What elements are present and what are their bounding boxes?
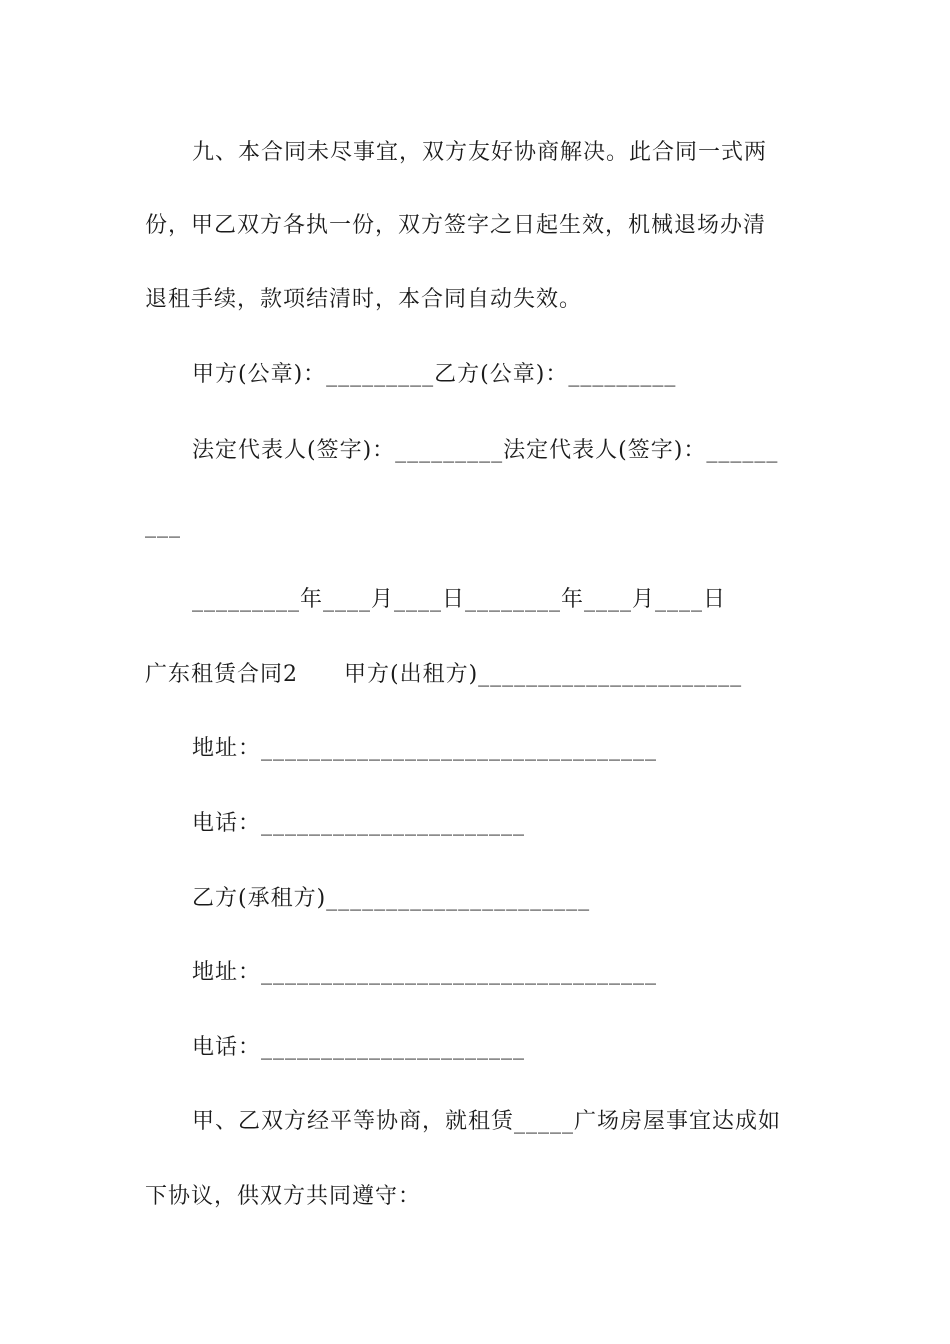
date-line: _________年____月____日________年____月____日 (192, 587, 727, 612)
agreement-intro-line-2: 下协议，供双方共同遵守： (145, 1184, 422, 1209)
party-a-address: 地址：_________________________________ (192, 736, 658, 761)
legal-rep-signature-continuation: ___ (145, 513, 181, 538)
party-b-address: 地址：_________________________________ (192, 960, 658, 985)
seal-line: 甲方(公章)：_________乙方(公章)：_________ (192, 362, 677, 387)
clause-nine-line-3: 退租手续，款项结清时，本合同自动失效。 (145, 287, 583, 312)
legal-rep-signature-line: 法定代表人(签字)：_________法定代表人(签字)：______ (192, 438, 779, 463)
agreement-intro-line-1: 甲、乙双方经平等协商，就租赁_____广场房屋事宜达成如 (192, 1109, 782, 1134)
party-b-tenant: 乙方(承租方)______________________ (192, 886, 591, 911)
party-b-phone: 电话：______________________ (192, 1035, 526, 1060)
contract-2-title-party-a: 广东租赁合同2 甲方(出租方)______________________ (145, 662, 743, 687)
clause-nine-line-2: 份，甲乙双方各执一份，双方签字之日起生效，机械退场办清 (145, 213, 767, 238)
party-a-phone: 电话：______________________ (192, 811, 526, 836)
clause-nine-line-1: 九、本合同未尽事宜，双方友好协商解决。此合同一式两 (192, 140, 768, 165)
